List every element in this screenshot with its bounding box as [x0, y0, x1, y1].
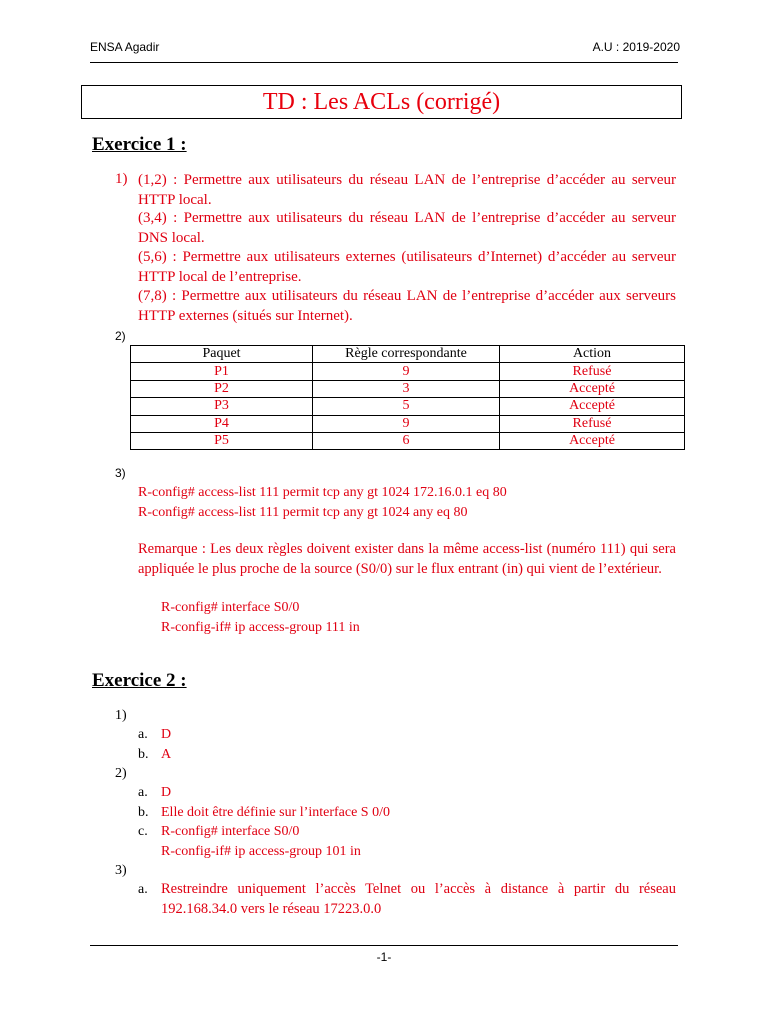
table-cell: P3	[131, 398, 313, 415]
table-cell: P5	[131, 432, 313, 449]
table-header-cell: Action	[500, 346, 685, 363]
packets-table	[130, 345, 685, 450]
ex2-q2a-letter: a.	[138, 785, 148, 800]
table-row	[131, 415, 685, 432]
ex1-q1-item-1: (1,2) : Permettre aux utilisateurs du réseau LAN de l’entreprise d’accéder au serveur HTTP local.	[138, 172, 676, 208]
ex1-q1-item-3: (5,6) : Permettre aux utilisateurs externes (utilisateurs d’Internet) d’accéder au serveur HTTP local de l’entreprise.	[138, 249, 676, 285]
footer-rule	[90, 945, 678, 946]
table-cell: Refusé	[500, 363, 685, 380]
table-cell: Refusé	[500, 415, 685, 432]
table-cell: Accepté	[500, 398, 685, 415]
ex1-q1-item-2: (3,4) : Permettre aux utilisateurs du réseau LAN de l’entreprise d’accéder au serveur DNS local.	[138, 210, 676, 246]
ex2-q3-number: 3)	[115, 863, 127, 878]
ex2-q2c-command-2: R-config-if# ip access-group 101 in	[161, 844, 361, 859]
table-header-cell: Règle correspondante	[313, 346, 500, 363]
table-cell: 6	[313, 432, 500, 449]
ex2-q2c-command-1: R-config# interface S0/0	[161, 824, 300, 839]
ex2-q1a-letter: a.	[138, 727, 148, 742]
ex2-q2c-letter: c.	[138, 824, 148, 839]
table-row	[131, 380, 685, 397]
ex1-command-2: R-config# access-list 111 permit tcp any gt 1024 any eq 80	[138, 505, 468, 520]
table-cell: P2	[131, 380, 313, 397]
table-cell: Accepté	[500, 380, 685, 397]
page-number: -1-	[376, 950, 392, 964]
table-cell: 3	[313, 380, 500, 397]
table-header-row	[131, 346, 685, 363]
ex2-q3a-answer: Restreindre uniquement l’accès Telnet ou l’accès à distance à partir du réseau 192.168.34.0 vers le réseau 17223.0.0	[161, 881, 676, 917]
table-row	[131, 398, 685, 415]
ex2-q1b-letter: b.	[138, 747, 149, 762]
ex2-q3a-letter: a.	[138, 882, 148, 897]
table-cell: P4	[131, 415, 313, 432]
ex2-q2a-answer: D	[161, 785, 172, 800]
ex2-q1-number: 1)	[115, 708, 127, 723]
table-cell: 9	[313, 415, 500, 432]
table-row	[131, 432, 685, 449]
ex1-command-1: R-config# access-list 111 permit tcp any gt 1024 172.16.0.1 eq 80	[138, 485, 507, 500]
ex1-command-4: R-config-if# ip access-group 111 in	[161, 620, 360, 635]
ex1-remark: Remarque : Les deux règles doivent exister dans la même access-list (numéro 111) qui sera appliquée le plus proche de la source (S0/0) sur le flux entrant (in) qui vient de l’extérieur.	[138, 541, 676, 577]
table-cell: 5	[313, 398, 500, 415]
page-title: TD : Les ACLs (corrigé)	[262, 88, 501, 115]
header-academic-year: A.U : 2019-2020	[592, 40, 680, 54]
exercise-1-heading: Exercice 1 :	[92, 134, 187, 155]
header-rule	[90, 62, 678, 63]
ex1-q1-item-4: (7,8) : Permettre aux utilisateurs du réseau LAN de l’entreprise d’accéder aux serveurs HTTP externes (situés sur Internet).	[138, 288, 676, 324]
table-cell: P1	[131, 363, 313, 380]
table-header-cell: Paquet	[131, 346, 313, 363]
table-cell: 9	[313, 363, 500, 380]
ex2-q2b-letter: b.	[138, 805, 149, 820]
ex1-q2-number: 2)	[115, 329, 126, 343]
ex1-q3-number: 3)	[115, 466, 126, 480]
ex1-command-3: R-config# interface S0/0	[161, 600, 300, 615]
ex2-q2b-answer: Elle doit être définie sur l’interface S 0/0	[161, 805, 390, 820]
header-institution: ENSA Agadir	[90, 40, 160, 54]
table-cell: Accepté	[500, 432, 685, 449]
ex2-q1a-answer: D	[161, 727, 172, 742]
exercise-2-heading: Exercice 2 :	[92, 670, 187, 691]
title-box	[81, 85, 682, 119]
table-row	[131, 363, 685, 380]
ex2-q2-number: 2)	[115, 766, 127, 781]
ex2-q1b-answer: A	[161, 747, 172, 762]
ex1-q1-number: 1)	[115, 171, 128, 187]
